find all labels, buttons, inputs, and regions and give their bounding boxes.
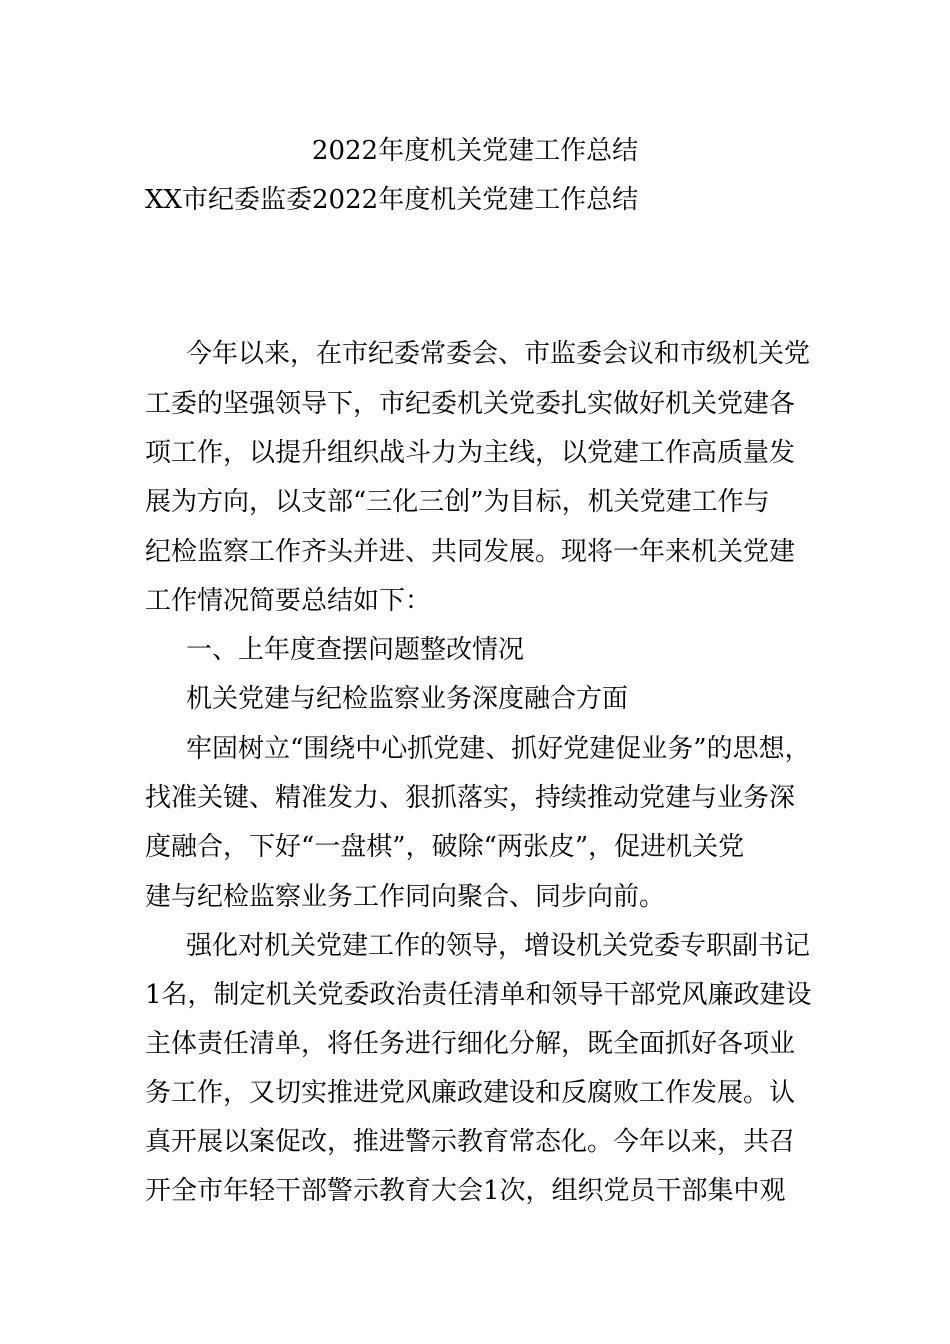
- paragraph-line: 主体责任清单，将任务进行细化分解，既全面抓好各项业: [145, 1029, 796, 1059]
- paragraph-line: 建与纪检监察业务工作同向聚合、同步向前。: [145, 882, 666, 912]
- paragraph-line: 开全市年轻干部警示教育大会1次，组织党员干部集中观: [145, 1176, 786, 1206]
- paragraph-line: 强化对机关党建工作的领导，增设机关党委专职副书记: [186, 931, 811, 961]
- subsection-heading: 机关党建与纪检监察业务深度融合方面: [186, 684, 629, 714]
- paragraph-line: 今年以来，在市纪委常委会、市监委会议和市级机关党: [186, 339, 811, 369]
- paragraph-line: 牢固树立“围绕中心抓党建、抓好党建促业务”的思想，: [186, 734, 811, 764]
- section-heading: 一、上年度查摆问题整改情况: [186, 635, 525, 665]
- paragraph-line: 项工作，以提升组织战斗力为主线，以党建工作高质量发: [145, 438, 796, 468]
- paragraph-line: 工委的坚强领导下，市纪委机关党委扎实做好机关党建各: [145, 389, 796, 419]
- paragraph-line: 展为方向，以支部“三化三创”为目标，机关党建工作与: [145, 487, 770, 517]
- paragraph-line: 纪检监察工作齐头并进、共同发展。现将一年来机关党建: [145, 537, 796, 567]
- document-subtitle: XX市纪委监委2022年度机关党建工作总结: [145, 185, 639, 215]
- paragraph-line: 真开展以案促改，推进警示教育常态化。今年以来，共召: [145, 1127, 796, 1157]
- paragraph-line: 务工作，又切实推进党风廉政建设和反腐败工作发展。认: [145, 1078, 796, 1108]
- paragraph-line: 度融合，下好“一盘棋”，破除“两张皮”，促进机关党: [145, 832, 745, 862]
- paragraph-line: 找准关键、精准发力、狠抓落实，持续推动党建与业务深: [145, 783, 796, 813]
- paragraph-line: 工作情况简要总结如下：: [145, 586, 432, 616]
- paragraph-line: 1名，制定机关党委政治责任清单和领导干部党风廉政建设: [145, 980, 812, 1010]
- document-title: 2022年度机关党建工作总结: [311, 136, 639, 166]
